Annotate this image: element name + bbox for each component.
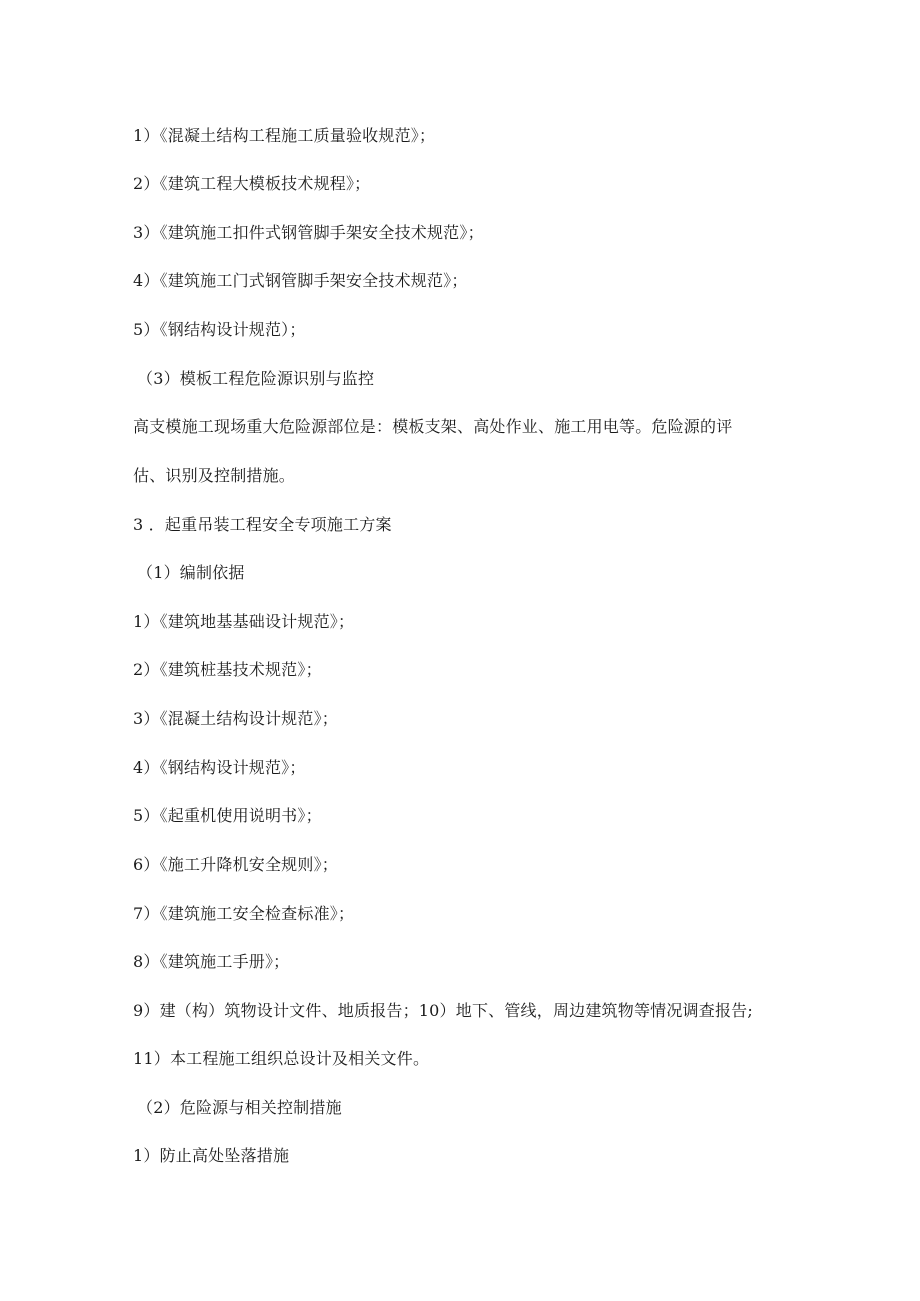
section-heading: 3 ．起重吊装工程安全专项施工方案 (133, 515, 392, 534)
text-line: 2）《建筑桩基技术规范》； (133, 660, 322, 679)
text-line: 4）《钢结构设计规范》； (133, 758, 306, 777)
text-line: 5）《起重机使用说明书》； (133, 806, 322, 825)
text-line: 1）防止高处坠落措施 (133, 1146, 290, 1165)
section-heading: （3）模板工程危险源识别与监控 (137, 369, 375, 388)
text-line: 3）《混凝土结构设计规范》； (133, 709, 338, 728)
section-heading: （1）编制依据 (137, 563, 245, 582)
text-line: 4）《建筑施工门式钢管脚手架安全技术规范》； (133, 271, 468, 290)
text-line: 1）《混凝土结构工程施工质量验收规范》； (133, 126, 436, 145)
text-line: 8）《建筑施工手册》； (133, 952, 290, 971)
section-heading: （2）危险源与相关控制措施 (137, 1098, 342, 1117)
text-line: 7）《建筑施工安全检查标准》； (133, 904, 355, 923)
text-line: 1）《建筑地基基础设计规范》； (133, 612, 355, 631)
text-line: 9）建（构）筑物设计文件、地质报告；10）地下、管线，周边建筑物等情况调查报告; (133, 1001, 753, 1020)
text-line: 2）《建筑工程大模板技术规程》； (133, 174, 371, 193)
text-line: 5）《钢结构设计规范）； (133, 320, 306, 339)
text-line: 6）《施工升降机安全规则》； (133, 855, 338, 874)
text-line: 3）《建筑施工扣件式钢管脚手架安全技术规范》； (133, 223, 484, 242)
paragraph-line: 高支模施工现场重大危险源部位是：模板支架、高处作业、施工用电等。危险源的评 (133, 417, 733, 436)
paragraph-line: 估、识别及控制措施。 (133, 466, 296, 485)
text-line: 11）本工程施工组织总设计及相关文件。 (133, 1049, 430, 1068)
